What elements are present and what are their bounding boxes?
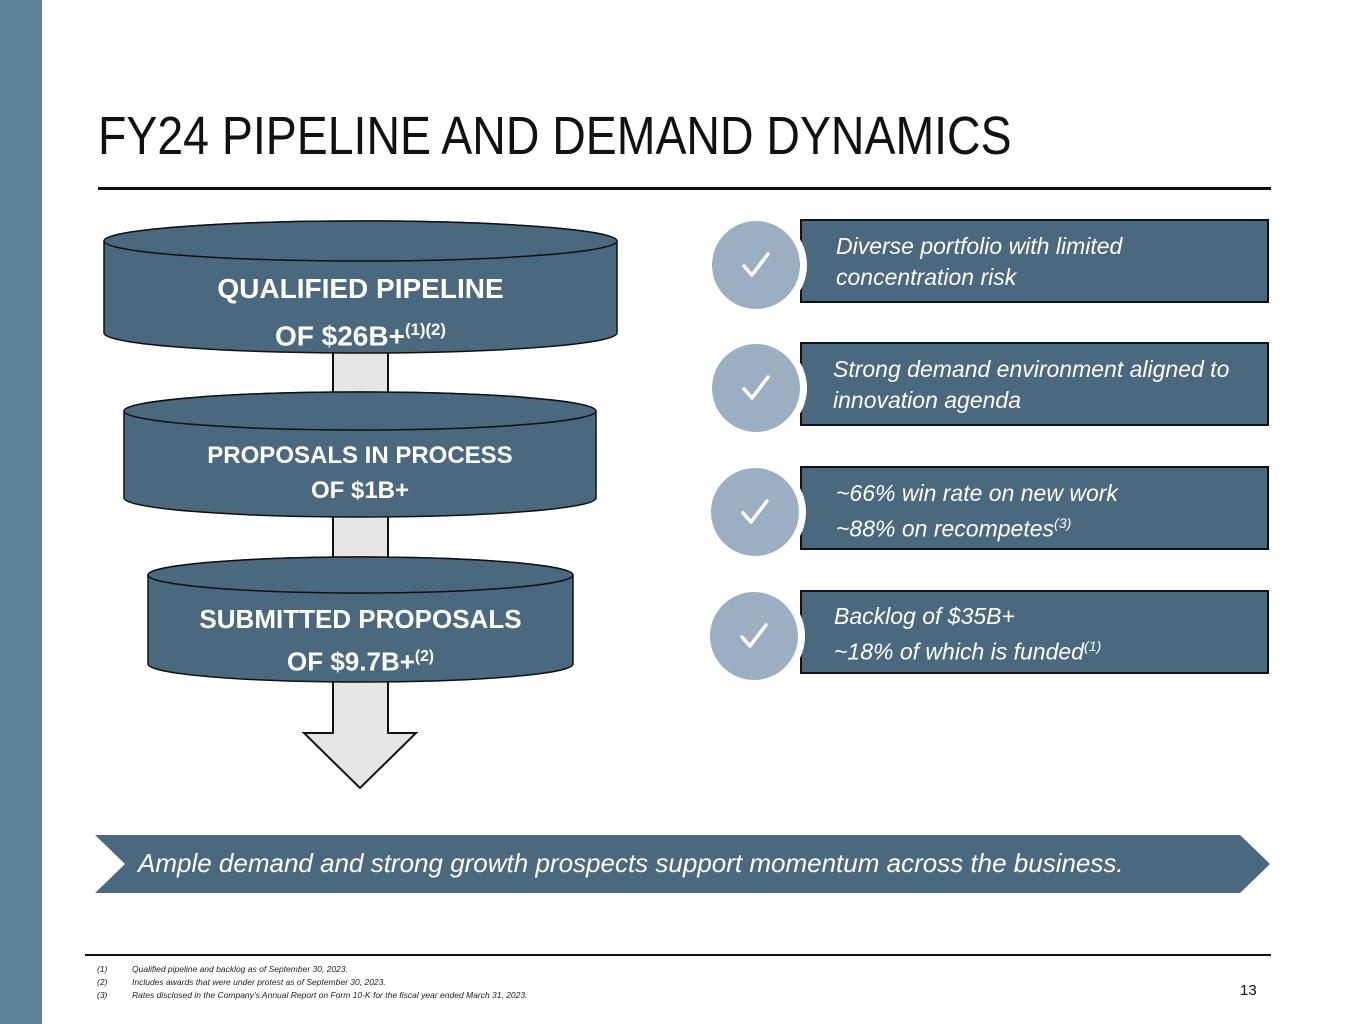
tier-label-submitted-proposals [148,601,573,681]
key-point-text [834,601,1101,668]
key-point-line1: ~66% win rate on new work [836,480,1118,506]
tier-label-line1: SUBMITTED PROPOSALS [199,604,522,634]
key-point-line2: ~18% of which is funded [834,638,1084,665]
footnote-text: Includes awards that were under protest as of September 30, 2023. [132,977,386,987]
summary-banner-text: Ample demand and strong growth prospects support momentum across the business. [138,848,1124,878]
footnote-text: Qualified pipeline and backlog as of September 30, 2023. [132,964,348,974]
key-point-text [836,231,1122,293]
footnote-text: Rates disclosed in the Company’s Annual Report on Form 10-K for the fiscal year ended March 31, 2023. [132,990,528,1000]
footnote [97,964,348,975]
key-point-text [833,354,1229,416]
key-point-line1: Strong demand environment aligned to [833,356,1230,382]
checkmark-icon [703,585,805,687]
funnel-arrow [304,300,416,788]
key-point-sup: (1) [1083,639,1102,655]
footnote [97,977,386,988]
key-point-sup: (3) [1054,516,1072,532]
tier-label-line1: QUALIFIED PIPELINE [217,273,504,304]
footnote [97,990,528,1001]
key-point-line2: concentration risk [836,264,1017,290]
checkmark-icon [704,461,806,563]
page-number: 13 [1240,982,1257,999]
page-title: FY24 PIPELINE AND DEMAND DYNAMICS [98,106,1012,166]
checkmark-icon [705,214,807,316]
tier-label-line2: OF $9.7B+ [287,646,415,677]
footnote-number: (3) [97,990,108,1000]
key-point-line2: ~88% on recompetes [836,515,1054,542]
key-point-text [836,478,1118,545]
tier-label-line2: OF $1B+ [310,477,410,504]
tier-label-sup: (2) [414,648,434,665]
tier-label-line2: OF $26B+ [275,320,405,352]
tier-label-sup: (1)(2) [404,320,446,339]
tier-label-qualified-pipeline [104,268,617,356]
key-point-line2: innovation agenda [833,387,1021,413]
footer-divider [85,954,1271,956]
checkmark-icon [705,337,807,439]
tier-label-proposals-in-process [124,438,596,508]
key-point-line1: Diverse portfolio with limited [836,233,1123,259]
footnote-number: (1) [97,964,108,974]
footnote-number: (2) [97,977,108,987]
key-point-line1: Backlog of $35B+ [834,603,1015,629]
tier-label-line1: PROPOSALS IN PROCESS [207,442,513,469]
